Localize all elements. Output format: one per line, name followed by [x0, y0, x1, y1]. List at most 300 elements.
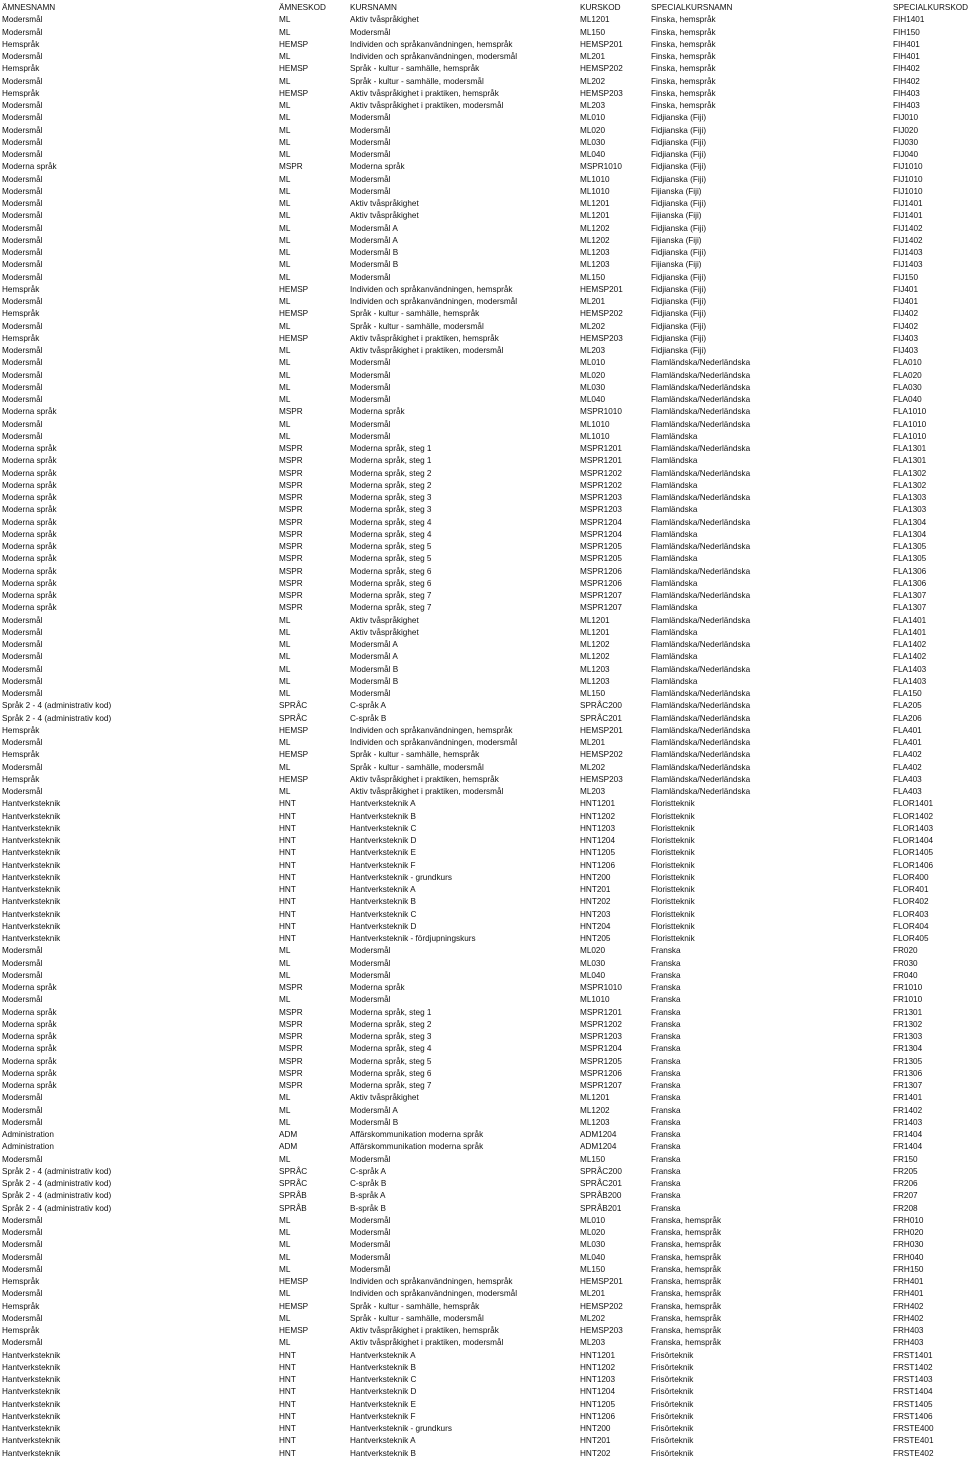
amneskod-cell: ML — [279, 297, 291, 306]
kursnamn-cell: B-språk A — [350, 1191, 386, 1201]
kurskod-cell: HEMSP202 — [580, 64, 623, 74]
specialkursnamn-cell: Flamländska/Nederländska — [651, 701, 751, 711]
kursnamn-cell: Hantverksteknik - grundkurs — [350, 872, 452, 882]
amneskod-cell: MSPR — [279, 162, 303, 172]
kurskod-cell: ML010 — [580, 1215, 606, 1225]
specialkurskod-cell: FLOR401 — [893, 885, 929, 894]
kurskod-cell: HNT1202 — [580, 1362, 616, 1372]
kursnamn-cell: Modersmål — [350, 946, 391, 956]
specialkursnamn-cell: Flamländska — [651, 652, 698, 662]
kursnamn-cell: Modersmål — [350, 431, 391, 441]
amnesnamn-cell: Modersmål — [2, 346, 43, 355]
amneskod-cell: ML — [279, 101, 291, 110]
amnesnamn-cell: Moderna språk — [2, 162, 57, 172]
specialkurskod-cell: FR1404 — [893, 1142, 923, 1152]
amnesnamn-cell: Hemspråk — [2, 333, 40, 343]
amnesnamn-cell: Moderna språk — [2, 456, 57, 466]
specialkurskod-cell: FLA1302 — [893, 480, 927, 490]
table-row — [0, 100, 960, 112]
specialkursnamn-cell: Fidjianska (Fiji) — [651, 333, 707, 343]
specialkursnamn-cell: Flamländska/Nederländska — [651, 664, 751, 674]
kurskod-cell: MSPR1204 — [580, 517, 622, 527]
amneskod-cell: ML — [279, 260, 291, 270]
specialkurskod-cell: FR1404 — [893, 1130, 923, 1139]
specialkurskod-cell: FRH040 — [893, 1252, 924, 1262]
amneskod-cell: HNT — [279, 1424, 296, 1433]
specialkursnamn-cell: Frisörteknik — [651, 1424, 694, 1433]
table-row — [0, 896, 960, 908]
table-row — [0, 235, 960, 247]
specialkurskod-cell: FIH150 — [893, 27, 920, 37]
specialkurskod-cell: FLOR1401 — [893, 799, 934, 809]
kurskod-cell: SPRÅC200 — [580, 701, 622, 711]
kursnamn-cell: Hantverksteknik D — [350, 921, 417, 931]
specialkurskod-cell: FLOR404 — [893, 921, 929, 931]
amnesnamn-cell: Språk 2 - 4 (administrativ kod) — [2, 1203, 112, 1213]
table-row — [0, 247, 960, 259]
kurskod-cell: SPRÅC201 — [580, 713, 622, 723]
specialkurskod-cell: FLOR1404 — [893, 836, 934, 845]
kursnamn-cell: Hantverksteknik - grundkurs — [350, 1424, 452, 1433]
amnesnamn-cell: Hemspråk — [2, 284, 40, 294]
amnesnamn-cell: Hantverksteknik — [2, 1448, 61, 1458]
kursnamn-cell: C-språk B — [350, 713, 387, 723]
kursnamn-cell: C-språk B — [350, 1179, 387, 1188]
specialkursnamn-cell: Floristteknik — [651, 799, 695, 809]
specialkursnamn-cell: Finska, hemspråk — [651, 76, 716, 86]
table-row — [0, 847, 960, 859]
specialkurskod-cell: FLA1303 — [893, 505, 927, 515]
specialkursnamn-cell: Finska, hemspråk — [651, 52, 716, 61]
specialkurskod-cell: FRH010 — [893, 1215, 924, 1225]
table-row — [0, 786, 960, 798]
amneskod-cell: ML — [279, 664, 291, 674]
specialkurskod-cell: FLA1306 — [893, 578, 927, 588]
specialkurskod-cell: FR1301 — [893, 1007, 923, 1017]
table-row — [0, 1313, 960, 1325]
kurskod-cell: MSPR1203 — [580, 1032, 622, 1041]
kurskod-cell: HNT203 — [580, 909, 611, 919]
specialkurskod-cell: FIJ030 — [893, 137, 919, 147]
kursnamn-cell: Hantverksteknik - fördjupningskurs — [350, 934, 476, 943]
specialkurskod-cell: FR206 — [893, 1179, 918, 1188]
specialkursnamn-cell: Flamländska/Nederländska — [651, 725, 751, 735]
table-row — [0, 333, 960, 345]
amnesnamn-cell: Modersmål — [2, 970, 43, 980]
specialkurskod-cell: FRSTE400 — [893, 1424, 934, 1433]
table-row — [0, 161, 960, 173]
amneskod-cell: MSPR — [279, 1044, 303, 1054]
amneskod-cell: SPRÅB — [279, 1203, 307, 1213]
table-row — [0, 1399, 960, 1411]
amneskod-cell: ML — [279, 1228, 291, 1237]
kurskod-cell: MSPR1207 — [580, 603, 622, 613]
kursnamn-cell: Modersmål — [350, 1228, 391, 1237]
kurskod-cell: ML1202 — [580, 223, 610, 233]
amneskod-cell: HEMSP — [279, 64, 309, 74]
amneskod-cell: ML — [279, 615, 291, 625]
specialkursnamn-cell: Flamländska/Nederländska — [651, 517, 751, 527]
amnesnamn-cell: Moderna språk — [2, 444, 57, 453]
table-row — [0, 725, 960, 737]
specialkursnamn-cell: Finska, hemspråk — [651, 39, 716, 49]
table-row — [0, 1190, 960, 1202]
amnesnamn-cell: Hemspråk — [2, 1301, 40, 1311]
column-header-specialkurskod: SPECIALKURSKOD — [893, 3, 968, 12]
kurskod-cell: ML150 — [580, 272, 606, 282]
amnesnamn-cell: Modersmål — [2, 664, 43, 674]
amnesnamn-cell: Hemspråk — [2, 39, 40, 49]
specialkursnamn-cell: Franska — [651, 1019, 681, 1029]
kurskod-cell: ML201 — [580, 297, 606, 306]
amneskod-cell: MSPR — [279, 542, 303, 551]
table-row — [0, 651, 960, 663]
amneskod-cell: HNT — [279, 934, 296, 943]
amnesnamn-cell: Moderna språk — [2, 578, 57, 588]
kursnamn-cell: Hantverksteknik B — [350, 1362, 416, 1372]
kursnamn-cell: Hantverksteknik B — [350, 897, 416, 907]
specialkurskod-cell: FLOR1403 — [893, 823, 934, 833]
kurskod-cell: ML1203 — [580, 1117, 610, 1127]
amneskod-cell: ML — [279, 370, 291, 380]
amneskod-cell: HNT — [279, 872, 296, 882]
amnesnamn-cell: Hantverksteknik — [2, 872, 61, 882]
kursnamn-cell: Modersmål — [350, 689, 391, 698]
specialkursnamn-cell: Fidjianska (Fiji) — [651, 113, 707, 123]
kursnamn-cell: Affärskommunikation moderna språk — [350, 1142, 484, 1152]
kurskod-cell: ML202 — [580, 76, 606, 86]
specialkurskod-cell: FIJ1403 — [893, 248, 923, 257]
specialkursnamn-cell: Fidjianska (Fiji) — [651, 272, 707, 282]
amneskod-cell: MSPR — [279, 591, 303, 600]
specialkurskod-cell: FIH401 — [893, 52, 920, 61]
kurskod-cell: HNT1205 — [580, 1399, 616, 1409]
kursnamn-cell: Modersmål — [350, 27, 391, 37]
kurskod-cell: SPRÅC200 — [580, 1166, 622, 1176]
specialkurskod-cell: FR1303 — [893, 1032, 923, 1041]
kursnamn-cell: Modersmål A — [350, 223, 398, 233]
table-row — [0, 223, 960, 235]
column-header-amneskod: ÄMNESKOD — [279, 3, 326, 12]
kursnamn-cell: Hantverksteknik B — [350, 1448, 416, 1458]
specialkurskod-cell: FR1010 — [893, 995, 923, 1005]
amneskod-cell: MSPR — [279, 1007, 303, 1017]
table-row — [0, 443, 960, 455]
specialkursnamn-cell: Fidjianska (Fiji) — [651, 162, 707, 172]
specialkursnamn-cell: Floristteknik — [651, 909, 695, 919]
kursnamn-cell: Moderna språk — [350, 407, 405, 417]
table-row — [0, 970, 960, 982]
table-row — [0, 1043, 960, 1055]
column-header-amnesnamn: ÄMNESNAMN — [2, 3, 56, 12]
kursnamn-cell: Språk - kultur - samhälle, modersmål — [350, 762, 484, 772]
kurskod-cell: HNT204 — [580, 921, 611, 931]
kurskod-cell: ML010 — [580, 358, 606, 368]
amnesnamn-cell: Hemspråk — [2, 725, 40, 735]
specialkursnamn-cell: Franska, hemspråk — [651, 1277, 722, 1286]
amneskod-cell: ADM — [279, 1142, 298, 1152]
specialkursnamn-cell: Flamländska — [651, 480, 698, 490]
amneskod-cell: ML — [279, 358, 291, 368]
amneskod-cell: HNT — [279, 811, 296, 821]
specialkurskod-cell: FRST1406 — [893, 1411, 933, 1421]
table-row — [0, 909, 960, 921]
kurskod-cell: SPRÅC201 — [580, 1179, 622, 1188]
kurskod-cell: HNT202 — [580, 897, 611, 907]
amneskod-cell: MSPR — [279, 1068, 303, 1078]
table-row — [0, 419, 960, 431]
kurskod-cell: ML201 — [580, 52, 606, 61]
kurskod-cell: ML1201 — [580, 211, 610, 221]
amneskod-cell: HNT — [279, 885, 296, 894]
amneskod-cell: HEMSP — [279, 333, 309, 343]
table-row — [0, 63, 960, 75]
amnesnamn-cell: Modersmål — [2, 235, 43, 245]
amneskod-cell: MSPR — [279, 444, 303, 453]
table-row — [0, 553, 960, 565]
amneskod-cell: HEMSP — [279, 1326, 309, 1335]
specialkurskod-cell: FLA1306 — [893, 566, 927, 576]
specialkursnamn-cell: Franska, hemspråk — [651, 1252, 722, 1262]
table-row — [0, 688, 960, 700]
amneskod-cell: HEMSP — [279, 88, 309, 98]
specialkursnamn-cell: Fidjianska (Fiji) — [651, 199, 707, 208]
specialkurskod-cell: FLA1304 — [893, 517, 927, 527]
specialkurskod-cell: FLA150 — [893, 689, 922, 698]
amnesnamn-cell: Modersmål — [2, 1252, 43, 1262]
specialkurskod-cell: FRSTE401 — [893, 1436, 934, 1446]
amnesnamn-cell: Moderna språk — [2, 1056, 57, 1066]
table-row — [0, 578, 960, 590]
kurskod-cell: HEMSP203 — [580, 88, 623, 98]
amneskod-cell: ML — [279, 627, 291, 637]
amneskod-cell: ML — [279, 1154, 291, 1164]
specialkursnamn-cell: Franska — [651, 1166, 681, 1176]
kursnamn-cell: Moderna språk — [350, 162, 405, 172]
amnesnamn-cell: Modersmål — [2, 652, 43, 662]
specialkursnamn-cell: Franska — [651, 1130, 681, 1139]
kursnamn-cell: Modersmål B — [350, 260, 399, 270]
amnesnamn-cell: Modersmål — [2, 199, 43, 208]
amnesnamn-cell: Modersmål — [2, 211, 43, 221]
kursnamn-cell: Moderna språk, steg 2 — [350, 480, 432, 490]
kurskod-cell: MSPR1202 — [580, 1019, 622, 1029]
specialkurskod-cell: FRH401 — [893, 1289, 924, 1299]
table-row — [0, 210, 960, 222]
specialkurskod-cell: FRST1402 — [893, 1362, 933, 1372]
table-row — [0, 1411, 960, 1423]
amneskod-cell: ML — [279, 150, 291, 159]
amnesnamn-cell: Hemspråk — [2, 1326, 40, 1335]
kursnamn-cell: Språk - kultur - samhälle, modersmål — [350, 321, 484, 331]
column-header-kurskod: KURSKOD — [580, 3, 621, 12]
kurskod-cell: ML1202 — [580, 652, 610, 662]
kursnamn-cell: Affärskommunikation moderna språk — [350, 1130, 484, 1139]
specialkursnamn-cell: Fidjianska (Fiji) — [651, 248, 707, 257]
kursnamn-cell: Moderna språk, steg 3 — [350, 493, 432, 502]
kursnamn-cell: Modersmål B — [350, 248, 399, 257]
specialkursnamn-cell: Flamländska/Nederländska — [651, 370, 751, 380]
table-row — [0, 676, 960, 688]
kursnamn-cell: Aktiv tvåspråkighet — [350, 15, 419, 25]
specialkurskod-cell: FIH403 — [893, 88, 920, 98]
specialkurskod-cell: FLA1010 — [893, 407, 927, 417]
amnesnamn-cell: Modersmål — [2, 431, 43, 441]
specialkursnamn-cell: Flamländska — [651, 505, 698, 515]
amneskod-cell: HNT — [279, 799, 296, 809]
amnesnamn-cell: Modersmål — [2, 1313, 43, 1323]
specialkurskod-cell: FIH403 — [893, 101, 920, 110]
specialkurskod-cell: FIJ010 — [893, 113, 919, 123]
amneskod-cell: HNT — [279, 1362, 296, 1372]
specialkurskod-cell: FR208 — [893, 1203, 918, 1213]
table-row — [0, 602, 960, 614]
amnesnamn-cell: Modersmål — [2, 1338, 43, 1348]
kursnamn-cell: Moderna språk, steg 6 — [350, 578, 432, 588]
specialkursnamn-cell: Flamländska/Nederländska — [651, 762, 751, 772]
specialkurskod-cell: FIJ402 — [893, 309, 919, 319]
amneskod-cell: HNT — [279, 860, 296, 870]
table-row — [0, 566, 960, 578]
specialkurskod-cell: FLA1010 — [893, 431, 927, 441]
kursnamn-cell: Aktiv tvåspråkighet i praktiken, hemspråk — [350, 774, 499, 784]
table-row — [0, 468, 960, 480]
kurskod-cell: HNT200 — [580, 1424, 611, 1433]
kursnamn-cell: Hantverksteknik B — [350, 811, 416, 821]
amneskod-cell: ML — [279, 174, 291, 184]
amnesnamn-cell: Hantverksteknik — [2, 1375, 61, 1384]
kursnamn-cell: Moderna språk, steg 3 — [350, 1032, 432, 1041]
amnesnamn-cell: Modersmål — [2, 1228, 43, 1237]
kurskod-cell: ML202 — [580, 762, 606, 772]
amneskod-cell: HNT — [279, 1350, 296, 1360]
amnesnamn-cell: Modersmål — [2, 297, 43, 306]
specialkurskod-cell: FR1307 — [893, 1081, 923, 1090]
kursnamn-cell: Aktiv tvåspråkighet i praktiken, modersmål — [350, 1338, 504, 1348]
kursnamn-cell: Hantverksteknik C — [350, 1375, 417, 1384]
table-row — [0, 345, 960, 357]
specialkurskod-cell: FRSTE402 — [893, 1448, 934, 1458]
specialkurskod-cell: FIJ040 — [893, 150, 919, 159]
amneskod-cell: ML — [279, 321, 291, 331]
specialkurskod-cell: FLA030 — [893, 382, 922, 392]
kurskod-cell: MSPR1205 — [580, 542, 622, 551]
amnesnamn-cell: Moderna språk — [2, 603, 57, 613]
specialkursnamn-cell: Flamländska — [651, 676, 698, 686]
kurskod-cell: ML030 — [580, 137, 606, 147]
kurskod-cell: ML030 — [580, 1240, 606, 1250]
amnesnamn-cell: Moderna språk — [2, 566, 57, 576]
kursnamn-cell: Modersmål — [350, 995, 391, 1005]
kurskod-cell: MSPR1201 — [580, 1007, 622, 1017]
amnesnamn-cell: Språk 2 - 4 (administrativ kod) — [2, 701, 112, 711]
amneskod-cell: MSPR — [279, 603, 303, 613]
specialkursnamn-cell: Frisörteknik — [651, 1399, 694, 1409]
specialkurskod-cell: FLOR403 — [893, 909, 929, 919]
amnesnamn-cell: Hantverksteknik — [2, 1387, 61, 1397]
specialkursnamn-cell: Franska, hemspråk — [651, 1326, 722, 1335]
amneskod-cell: HEMSP — [279, 725, 309, 735]
amnesnamn-cell: Moderna språk — [2, 1068, 57, 1078]
specialkurskod-cell: FLA401 — [893, 738, 922, 747]
specialkursnamn-cell: Franska — [651, 983, 681, 992]
kurskod-cell: ML020 — [580, 370, 606, 380]
specialkursnamn-cell: Flamländska — [651, 627, 698, 637]
specialkursnamn-cell: Franska — [651, 995, 681, 1005]
specialkurskod-cell: FLA402 — [893, 762, 922, 772]
specialkurskod-cell: FR1306 — [893, 1068, 923, 1078]
kursnamn-cell: Hantverksteknik A — [350, 1350, 416, 1360]
kursnamn-cell: Moderna språk, steg 1 — [350, 444, 432, 453]
specialkurskod-cell: FIJ1401 — [893, 199, 923, 208]
kursnamn-cell: Moderna språk, steg 7 — [350, 1081, 432, 1090]
kurskod-cell: ML040 — [580, 150, 606, 159]
kursnamn-cell: Modersmål — [350, 958, 391, 968]
table-row — [0, 321, 960, 333]
amnesnamn-cell: Hantverksteknik — [2, 897, 61, 907]
specialkurskod-cell: FLA010 — [893, 358, 922, 368]
table-row — [0, 1252, 960, 1264]
amnesnamn-cell: Moderna språk — [2, 480, 57, 490]
kurskod-cell: ML1203 — [580, 664, 610, 674]
amnesnamn-cell: Hantverksteknik — [2, 934, 61, 943]
amneskod-cell: MSPR — [279, 983, 303, 992]
kursnamn-cell: Individen och språkanvändningen, hemspråk — [350, 725, 513, 735]
kurskod-cell: ML1201 — [580, 1093, 610, 1103]
amneskod-cell: MSPR — [279, 407, 303, 417]
specialkurskod-cell: FLA1305 — [893, 554, 927, 564]
amneskod-cell: ML — [279, 52, 291, 61]
amnesnamn-cell: Modersmål — [2, 615, 43, 625]
kurskod-cell: HEMSP203 — [580, 1326, 623, 1335]
amneskod-cell: ML — [279, 676, 291, 686]
amnesnamn-cell: Modersmål — [2, 382, 43, 392]
specialkurskod-cell: FLA1303 — [893, 493, 927, 502]
table-row — [0, 945, 960, 957]
amnesnamn-cell: Språk 2 - 4 (administrativ kod) — [2, 713, 112, 723]
specialkursnamn-cell: Frisörteknik — [651, 1375, 694, 1384]
kurskod-cell: HNT1204 — [580, 1387, 616, 1397]
amneskod-cell: SPRÅB — [279, 1191, 307, 1201]
amneskod-cell: HNT — [279, 1436, 296, 1446]
specialkurskod-cell: FIJ401 — [893, 297, 919, 306]
table-row — [0, 884, 960, 896]
amnesnamn-cell: Modersmål — [2, 958, 43, 968]
amnesnamn-cell: Modersmål — [2, 1240, 43, 1250]
amnesnamn-cell: Moderna språk — [2, 1044, 57, 1054]
kursnamn-cell: Modersmål A — [350, 1105, 398, 1115]
kursnamn-cell: Modersmål — [350, 174, 391, 184]
specialkurskod-cell: FIJ020 — [893, 125, 919, 135]
kurskod-cell: ML203 — [580, 101, 606, 110]
table-row — [0, 921, 960, 933]
amneskod-cell: HEMSP — [279, 1277, 309, 1286]
specialkursnamn-cell: Frisörteknik — [651, 1436, 694, 1446]
specialkursnamn-cell: Floristteknik — [651, 860, 695, 870]
amneskod-cell: ML — [279, 1215, 291, 1225]
amnesnamn-cell: Moderna språk — [2, 554, 57, 564]
table-row — [0, 1092, 960, 1104]
amneskod-cell: ML — [279, 1289, 291, 1299]
specialkursnamn-cell: Finska, hemspråk — [651, 64, 716, 74]
amnesnamn-cell: Hemspråk — [2, 309, 40, 319]
specialkursnamn-cell: Fidjianska (Fiji) — [651, 174, 707, 184]
amnesnamn-cell: Hantverksteknik — [2, 1362, 61, 1372]
table-row — [0, 1423, 960, 1435]
specialkurskod-cell: FIJ150 — [893, 272, 919, 282]
kurskod-cell: HNT202 — [580, 1448, 611, 1458]
specialkurskod-cell: FLOR402 — [893, 897, 929, 907]
